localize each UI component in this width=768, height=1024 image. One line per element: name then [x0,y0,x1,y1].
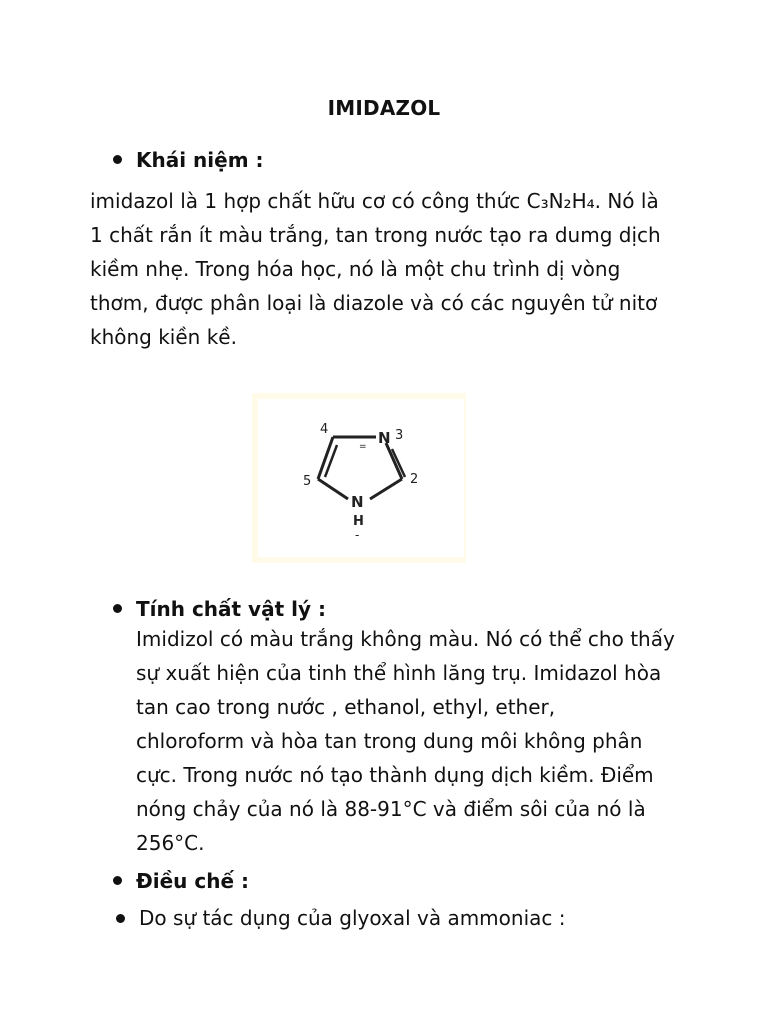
bond-c5-c4-double [325,445,337,477]
concept-line: không kiền kề. [90,325,237,349]
imidazole-structure-figure [252,393,466,563]
page-title: IMIDAZOL [327,96,441,120]
physical-heading: Tính chất vật lý : [136,597,326,621]
physical-paragraph [136,622,675,860]
physical-line: nóng chảy của nó là 88-91°C và điểm sôi của nó là [136,797,646,821]
physical-line: chloroform và hòa tan trong dung môi không phân [136,729,643,753]
physical-line: sự xuất hiện của tinh thể hình lăng trụ. Imidazol hòa [136,661,662,685]
position-1-mark: - [355,528,360,542]
atom-n1: N [351,493,364,511]
concept-paragraph [90,184,661,354]
imidazole-ring-svg [258,399,464,557]
preparation-item: Do sự tác dụng của glyoxal và ammoniac : [139,906,566,930]
inner-mark: = [359,442,367,452]
bond-n3-c2 [386,443,402,479]
physical-line: cực. Trong nước nó tạo thành dụng dịch kiềm. Điểm [136,763,654,787]
position-3-label: 3 [395,428,404,443]
concept-heading-row [113,145,264,175]
physical-line: tan cao trong nước , ethanol, ethyl, ether, [136,695,556,719]
atom-n3: N [378,429,391,447]
preparation-heading: Điều chế : [136,869,249,893]
bullet-icon [113,604,122,613]
bullet-icon [113,155,122,164]
bullet-icon [116,914,125,923]
preparation-heading-row [113,866,249,896]
bullet-icon [113,876,122,885]
physical-line: 256°C. [136,831,205,855]
position-5-label: 5 [303,474,312,489]
bond-n1-c5 [318,479,348,499]
concept-heading: Khái niệm : [136,148,264,172]
concept-line: thơm, được phân loại là diazole và có các nguyên tử nitơ [90,291,658,315]
atom-h: H [353,514,364,529]
position-4-label: 4 [320,422,329,437]
bond-c2-n1 [370,479,402,499]
concept-line: 1 chất rắn ít màu trắng, tan trong nước tạo ra dumg dịch [90,223,661,247]
concept-line: imidazol là 1 hợp chất hữu cơ có công thức C₃N₂H₄. Nó là [90,189,659,213]
physical-heading-row [113,594,326,624]
preparation-item-row [116,903,565,933]
structure-canvas [258,399,464,557]
physical-line: Imidizol có màu trắng không màu. Nó có thể cho thấy [136,627,675,651]
concept-line: kiềm nhẹ. Trong hóa học, nó là một chu trình dị vòng [90,257,621,281]
position-2-label: 2 [410,472,419,487]
